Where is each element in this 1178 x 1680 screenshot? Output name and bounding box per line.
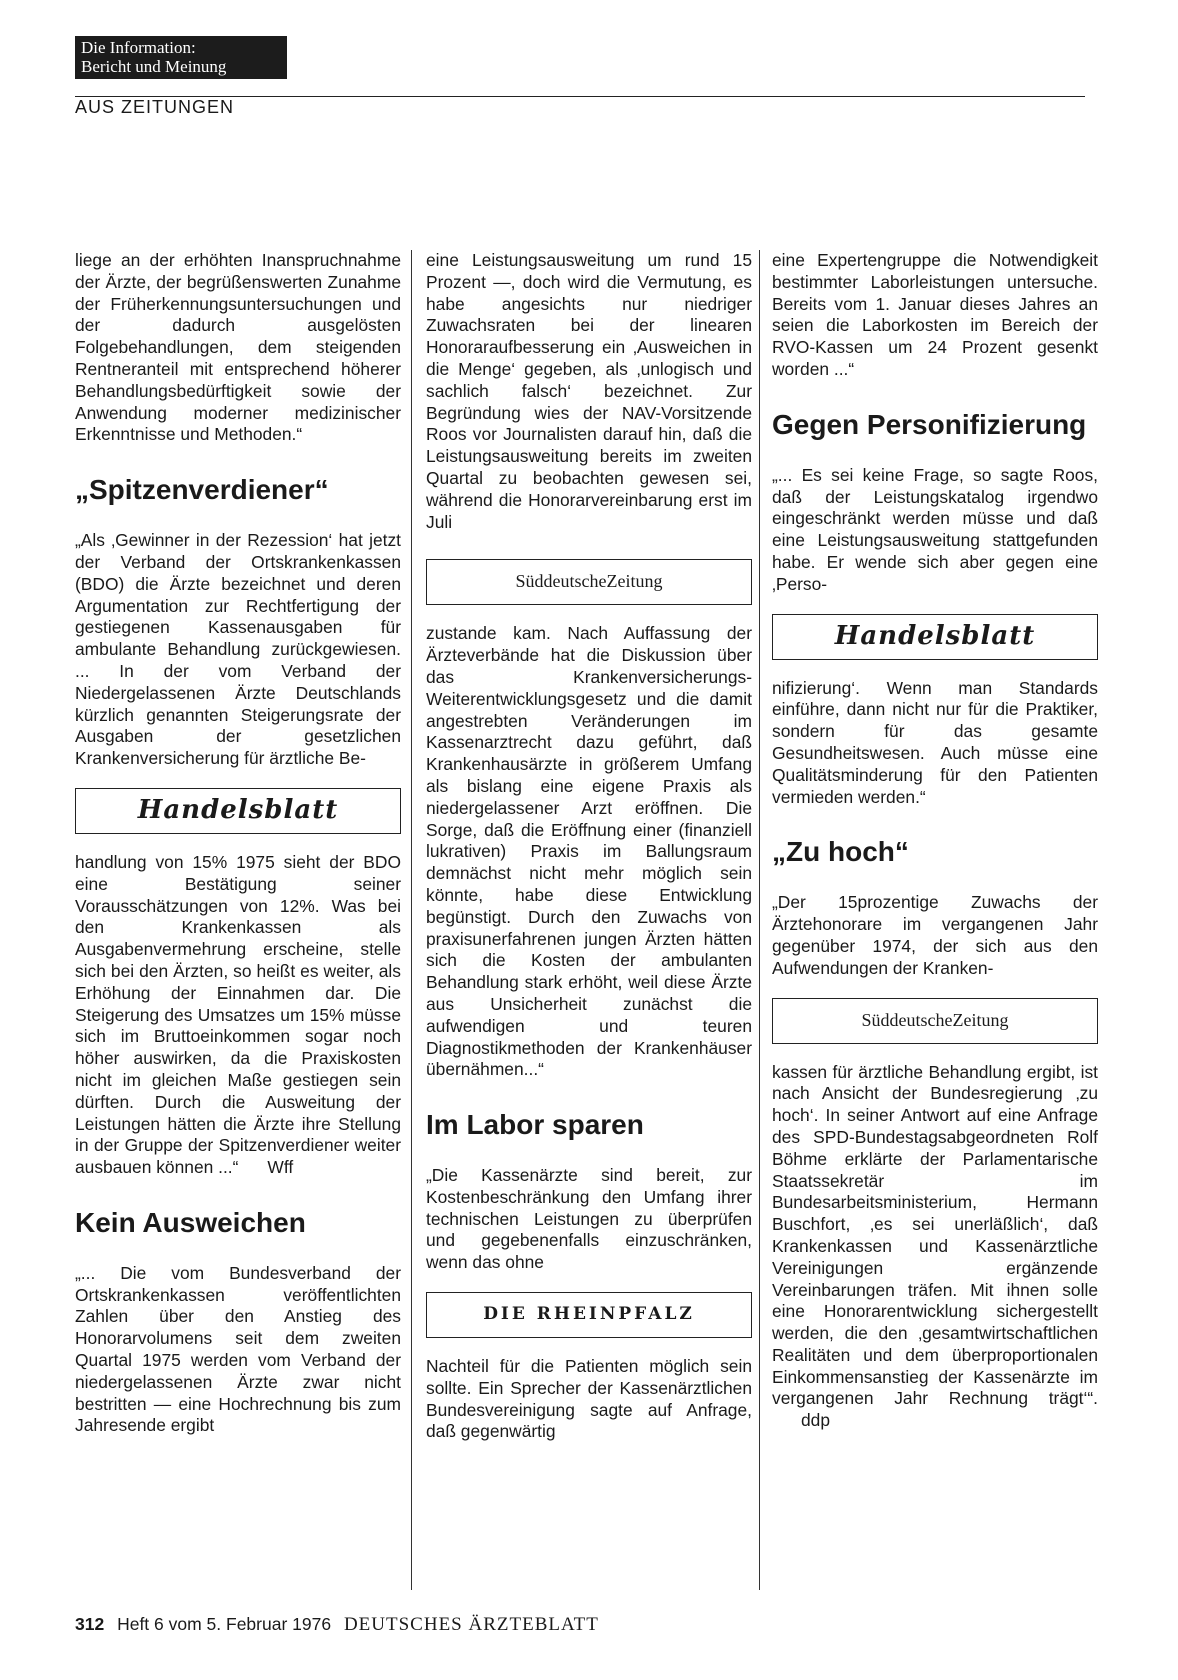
- source-handelsblatt-logo: [75, 788, 401, 834]
- headline-spitzenverdiener: „Spitzenverdiener“: [75, 474, 329, 506]
- page-footer: [75, 1614, 599, 1636]
- source-sueddeutsche-logo: [772, 998, 1098, 1044]
- rubric-line-1: Die Information:: [81, 38, 196, 57]
- paragraph: „... Es sei keine Frage, so sagte Roos, daß der Leistungskatalog irgendwo eingeschränkt werden müsse und daß eine Leistungsausweitung stattgefunden habe. Er wende sich aber gegen eine ‚Perso-: [772, 464, 1098, 594]
- column-1: [75, 250, 401, 1437]
- page-number: 312: [75, 1614, 105, 1634]
- source-label: Handelsblatt: [834, 620, 1036, 651]
- paragraph: [772, 1062, 1098, 1433]
- rubric-line-2: Bericht und Meinung: [81, 57, 227, 76]
- headline-kein-ausweichen: Kein Ausweichen: [75, 1206, 306, 1238]
- issue-info: Heft 6 vom 5. Februar 1976: [117, 1614, 332, 1634]
- paragraph: „Die Kassenärzte sind bereit, zur Kostenbeschränkung den Umfang ihrer technischen Leistungen zu überprüfen und gegebenenfalls einzuschränken, wenn das ohne: [426, 1165, 752, 1273]
- source-label: Handelsblatt: [137, 795, 339, 826]
- source-label: SüddeutscheZeitung: [861, 1009, 1009, 1030]
- headline-im-labor-sparen: Im Labor sparen: [426, 1109, 644, 1141]
- paragraph: [75, 852, 401, 1179]
- column-divider-1: [411, 250, 412, 1590]
- paragraph: zustande kam. Nach Auffassung der Ärzteverbände hat die Diskussion über das Krankenversicherungs-Weiterentwicklungsgesetz und die damit angestrebten Veränderungen im Kassenarztrecht dazu geführt, daß Krankenhausärzte in größerem Umfang als bislang eine eigene Praxis als niedergelassener Arzt eröffnen. Die Sorge, daß die Eröffnung einer (finanziell lukrativen) Praxis im Ballungsraum demnächst nicht mehr möglich sein könnte, habe diese Entwicklung begünstigt. Durch den Zuwachs von praxisunerfahrenen jungen Ärzten hätten sich die Kosten der ambulanten Behandlung stark erhöht, weil diese Ärzte aus Unsicherheit zunächst die aufwendigen und teuren Diagnostikmethoden der Krankenhäuser übernähmen...“: [426, 623, 752, 1080]
- source-label: DIE RHEINPFALZ: [483, 1304, 695, 1325]
- paragraph: „Als ‚Gewinner in der Rezession‘ hat jetzt der Verband der Ortskrankenkassen (BDO) die Ärzte bezeichnet und deren Argumentation zur Rechtfertigung der gestiegenen Kassenausgaben für ambulante Behandlung zurückgewiesen. ... In der vom Verband der Niedergelassenen Ärzte Deutschlands kürzlich genannten Steigerungsrate der Ausgaben der gesetzlichen Krankenversicherung für ärztliche Be-: [75, 530, 401, 769]
- rubric-box: [75, 36, 287, 79]
- source-label: SüddeutscheZeitung: [515, 571, 663, 592]
- column-3: [772, 250, 1098, 1432]
- author-signature: Wff: [267, 1157, 294, 1178]
- source-sueddeutsche-logo: [426, 559, 752, 605]
- headline-zu-hoch: „Zu hoch“: [772, 836, 909, 868]
- source-handelsblatt-logo: [772, 614, 1098, 660]
- author-signature: ddp: [801, 1410, 831, 1431]
- paragraph: eine Leistungsausweitung um rund 15 Prozent —, doch wird die Vermutung, es habe angesichts nur niedriger Zuwachsraten bei der linearen Honoraraufbesserung ein ‚Ausweichen in die Menge‘ gegeben, als ‚unlogisch und sachlich falsch‘ bezeichnet. Zur Begründung wies der NAV-Vorsitzende Roos vor Journalisten darauf hin, daß die Leistungsausweitung bereits im zweiten Quartal zu beobachten gewesen sei, während die Honorarvereinbarung erst im Juli: [426, 250, 752, 532]
- paragraph-text: handlung von 15% 1975 sieht der BDO eine Bestätigung seiner Vorausschätzungen von 12%. Was bei den Krankenkassen als Ausgabenvermehrung erscheine, stelle sich bei den Ärzten, so heißt es weiter, als Erhöhung der Einnahmen dar. Die Steigerung des Umsatzes um 15% müsse sich im Bruttoeinkommen sogar noch höher auswirken, da die Praxiskosten nicht im gleichen Maße gestiegen sein dürften. Durch die Ausweitung der Leistungen hätten die Ärzte ihre Stellung in der Gruppe der Spitzenverdiener weiter ausbauen können ...“: [75, 851, 401, 1178]
- headline-gegen-personifizierung: Gegen Personifizierung: [772, 408, 1087, 440]
- paragraph: liege an der erhöhten Inanspruchnahme der Ärzte, der begrüßenswerten Zunahme der Früherkennungsuntersuchungen und der dadurch ausgelösten Folgebehandlungen, dem steigenden Rentneranteil mit entsprechend höherer Behandlungsbedürftigkeit sowie der Anwendung moderner medizinischer Erkenntnisse und Methoden.“: [75, 250, 401, 445]
- source-rheinpfalz-logo: [426, 1292, 752, 1338]
- paragraph: „Der 15prozentige Zuwachs der Ärztehonorare im vergangenen Jahr gegenüber 1974, der sich aus den Aufwendungen der Kranken-: [772, 892, 1098, 978]
- paragraph: eine Expertengruppe die Notwendigkeit bestimmter Laborleistungen untersuche. Bereits vom 1. Januar dieses Jahres an seien die Laborkosten im Bereich der RVO-Kassen um 24 Prozent gesenkt worden ...“: [772, 250, 1098, 379]
- paragraph: nifizierung‘. Wenn man Standards einführe, dann nicht nur für die Praktiker, sondern für das gesamte Gesundheitswesen. Auch müsse eine Qualitätsminderung für den Patienten vermieden werden.“: [772, 677, 1098, 807]
- paragraph: „... Die vom Bundesverband der Ortskrankenkassen veröffentlichten Zahlen über den Anstieg des Honorarvolumens seit dem zweiten Quartal 1975 werden vom Verband der niedergelassenen Ärzte zwar nicht bestritten — eine Hochrechnung bis zum Jahresende ergibt: [75, 1262, 401, 1436]
- magazine-title: DEUTSCHES ÄRZTEBLATT: [343, 1614, 599, 1635]
- paragraph-text: kassen für ärztliche Behandlung ergibt, ist nach Ansicht der Bundesregierung ‚zu hoch‘. In seiner Antwort auf eine Anfrage des SPD-Bundestagsabgeordneten Rolf Böhme erklärte der Parlamentarische Staatssekretär im Bundesarbeitsministerium, Hermann Buschfort, ‚es sei unerläßlich‘, daß Krankenkassen und Kassenärztliche Vereinigungen ergänzende Vereinbarungen träfen. Mit ihnen solle eine Honorarentwicklung sichergestellt werden, die den ‚gesamtwirtschaftlichen Realitäten und dem überproportionalen Einkommensanstieg der Kassenärzte im vergangenen Jahr Rechnung trägt‘“.: [772, 1061, 1098, 1409]
- column-2: [426, 250, 752, 1443]
- column-divider-2: [759, 250, 760, 1590]
- section-label: AUS ZEITUNGEN: [75, 97, 235, 117]
- paragraph: Nachteil für die Patienten möglich sein sollte. Ein Sprecher der Kassenärztlichen Bundesvereinigung sagte auf Anfrage, daß gegenwärtig: [426, 1356, 752, 1442]
